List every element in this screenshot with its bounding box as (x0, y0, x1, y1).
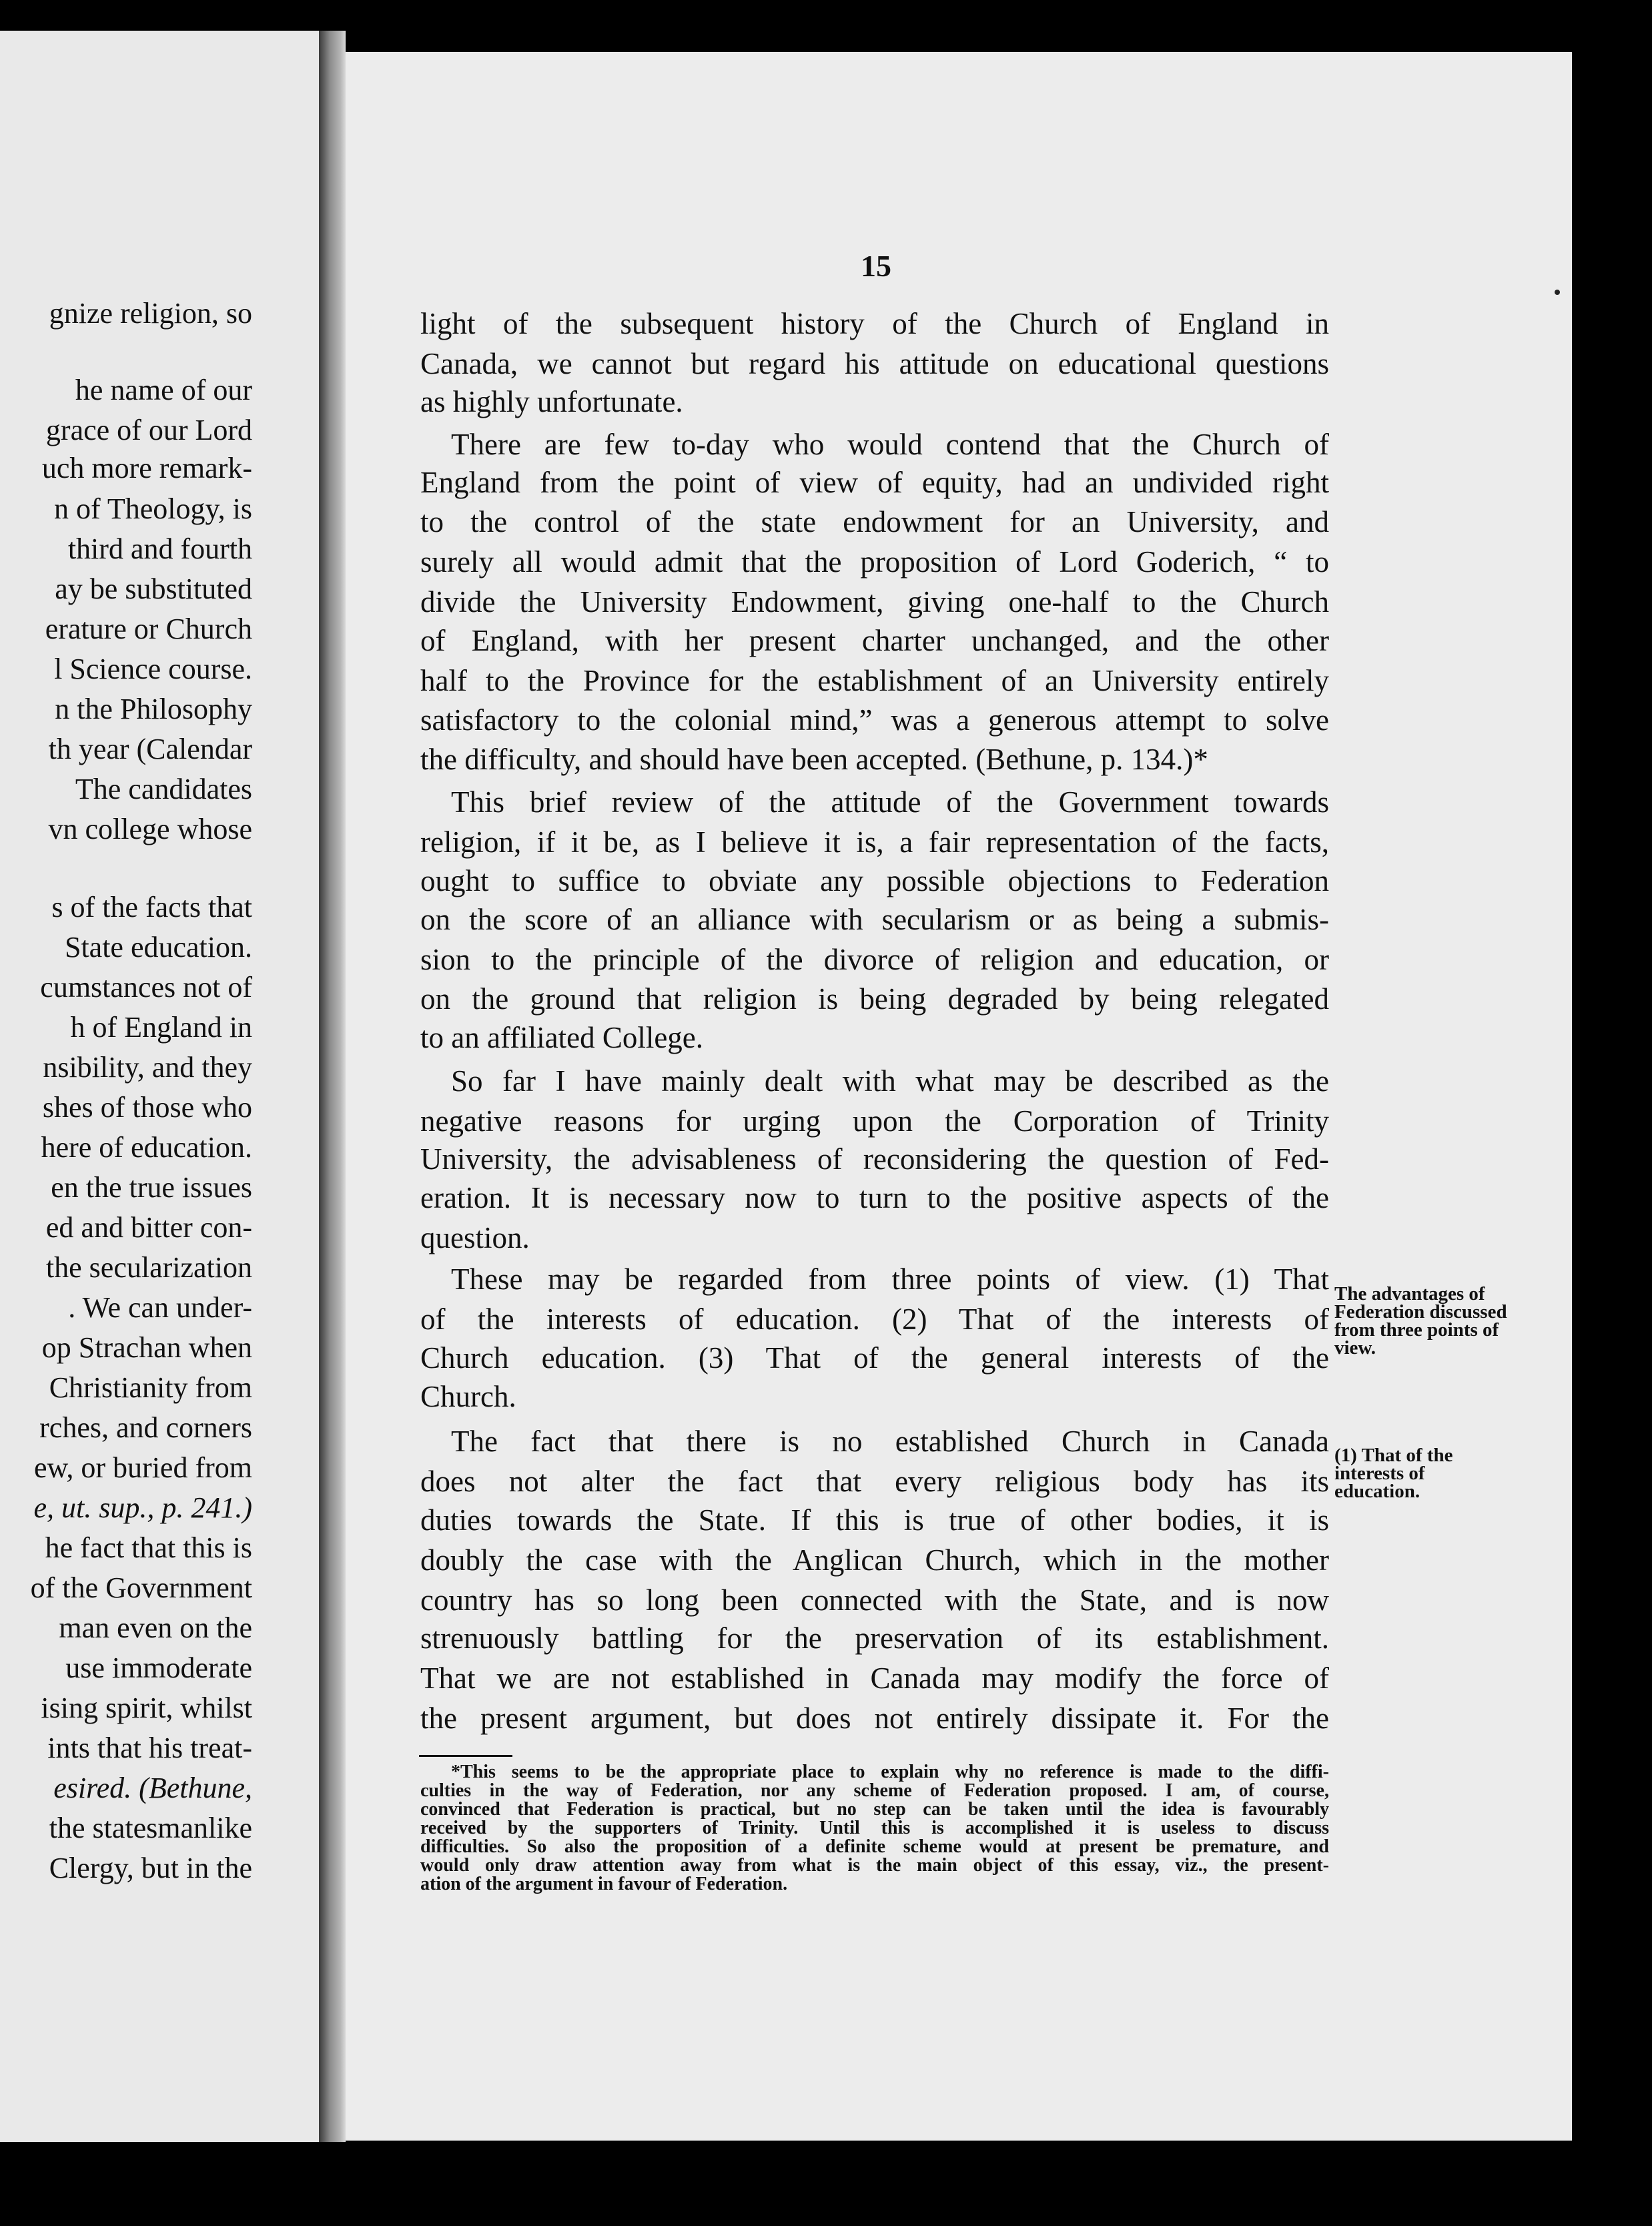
body-line: light of the subsequent history of the Church of England in (420, 307, 1329, 340)
left-page-line: s of the facts that (51, 891, 252, 923)
body-line: does not alter the fact that every religious body has its (420, 1465, 1329, 1498)
body-line: Church education. (3) That of the general interests of the (420, 1341, 1329, 1375)
left-page-line: The candidates (75, 773, 252, 805)
left-page-line: he fact that this is (45, 1531, 252, 1564)
left-page-line: Christianity from (49, 1371, 252, 1404)
left-page-line: vn college whose (48, 813, 252, 845)
footnote-line: ation of the argument in favour of Federation. (420, 1874, 788, 1894)
left-page-line: n the Philosophy (55, 693, 252, 725)
body-line: ought to suffice to obviate any possible objections to Federation (420, 864, 1329, 897)
footnote-line: *This seems to be the appropriate place to explain why no reference is made to the diffi- (451, 1762, 1329, 1782)
body-line: to an affiliated College. (420, 1021, 704, 1054)
body-line: satisfactory to the colonial mind,” was a generous attempt to solve (420, 703, 1329, 737)
footnote-line: convinced that Federation is practical, but no step can be taken until the idea is favourably (420, 1799, 1329, 1820)
left-page-line: the statesmanlike (49, 1812, 252, 1844)
left-page-line: th year (Calendar (48, 733, 252, 765)
left-page-line: ay be substituted (55, 573, 252, 605)
left-page-line: grace of our Lord (45, 414, 252, 446)
left-page-line: of the Government (30, 1571, 252, 1604)
body-line: University, the advisableness of reconsidering the question of Fed- (420, 1142, 1329, 1176)
body-line: So far I have mainly dealt with what may be described as the (451, 1064, 1329, 1098)
left-page-line: he name of our (75, 374, 252, 406)
left-page-line: . We can under- (68, 1291, 252, 1324)
body-line: half to the Province for the establishment of an University entirely (420, 664, 1329, 697)
footnote-line: culties in the way of Federation, nor any scheme of Federation proposed. I am, of course, (420, 1780, 1329, 1801)
body-line: the difficulty, and should have been accepted. (Bethune, p. 134.)* (420, 743, 1208, 776)
body-line: divide the University Endowment, giving one-half to the Church (420, 585, 1329, 619)
left-page-line: shes of those who (42, 1091, 252, 1124)
body-line: These may be regarded from three points of view. (1) That (451, 1262, 1329, 1296)
left-page-line: n of Theology, is (54, 492, 252, 525)
scan-speck (1555, 290, 1560, 295)
left-page-line: ed and bitter con- (45, 1211, 252, 1244)
body-line: negative reasons for urging upon the Corporation of Trinity (420, 1104, 1329, 1138)
left-page-line: ising spirit, whilst (41, 1692, 252, 1724)
body-line: England from the point of view of equity, had an undivided right (420, 466, 1329, 499)
body-line: country has so long been connected with the State, and is now (420, 1583, 1329, 1617)
left-page-line: ints that his treat- (47, 1732, 252, 1764)
footnote-line: difficulties. So also the proposition of a definite scheme would at present be premature, and (420, 1836, 1329, 1857)
body-line: eration. It is necessary now to turn to the positive aspects of the (420, 1181, 1329, 1214)
left-page-line: Clergy, but in the (49, 1852, 252, 1884)
body-line: Canada, we cannot but regard his attitude on educational questions (420, 347, 1329, 380)
footnote-line: would only draw attention away from what is the main object of this essay, viz., the present- (420, 1855, 1329, 1876)
left-page-line: l Science course. (54, 653, 252, 685)
body-line: on the score of an alliance with secularism or as being a submis- (420, 903, 1329, 936)
margin-note-education: (1) That of the interests of education. (1334, 1445, 1453, 1502)
body-line: doubly the case with the Anglican Church, which in the mother (420, 1543, 1329, 1577)
body-line: the present argument, but does not entirely dissipate it. For the (420, 1702, 1329, 1735)
left-page-line: e, ut. sup., p. 241.) (33, 1491, 252, 1524)
body-line: to the control of the state endowment for an University, and (420, 505, 1329, 538)
body-line: on the ground that religion is being degraded by being relegated (420, 982, 1329, 1016)
left-page-line: rches, and corners (39, 1411, 252, 1444)
body-line: surely all would admit that the proposition of Lord Goderich, “ to (420, 545, 1329, 579)
body-line: religion, if it be, as I believe it is, a fair representation of the facts, (420, 825, 1329, 859)
left-page-line: the secularization (45, 1251, 252, 1284)
book-gutter (319, 31, 346, 2142)
body-line: question. (420, 1221, 530, 1254)
left-page-line: erature or Church (45, 613, 252, 645)
body-line: That we are not established in Canada may modify the force of (420, 1661, 1329, 1695)
left-page-line: man even on the (59, 1611, 252, 1644)
margin-note-advantages: The advantages of Federation discussed from three points of view. (1334, 1283, 1507, 1359)
body-line: The fact that there is no established Church in Canada (451, 1425, 1329, 1458)
body-line: of England, with her present charter unchanged, and the other (420, 624, 1329, 657)
body-line: There are few to-day who would contend that the Church of (451, 428, 1329, 461)
footnote-rule (419, 1755, 512, 1757)
left-page-line: op Strachan when (41, 1331, 252, 1364)
body-line: Church. (420, 1380, 516, 1413)
left-page-line: State education. (64, 931, 252, 964)
left-page-line: nsibility, and they (43, 1051, 252, 1084)
body-line: as highly unfortunate. (420, 385, 683, 418)
left-page-line: here of education. (41, 1131, 252, 1164)
left-page-line: esired. (Bethune, (53, 1772, 252, 1804)
body-line: duties towards the State. If this is true of other bodies, it is (420, 1503, 1329, 1537)
left-page-line: use immoderate (65, 1651, 252, 1684)
body-line: This brief review of the attitude of the Government towards (451, 785, 1329, 819)
body-line: of the interests of education. (2) That of the interests of (420, 1303, 1329, 1336)
body-line: strenuously battling for the preservation of its establishment. (420, 1621, 1329, 1655)
page-number: 15 (861, 249, 891, 283)
left-page (0, 31, 319, 2142)
left-page-line: en the true issues (51, 1171, 252, 1204)
left-page-line: third and fourth (67, 532, 252, 565)
left-page-line: gnize religion, so (49, 297, 252, 330)
left-page-line: ew, or buried from (33, 1451, 252, 1484)
left-page-line: h of England in (70, 1011, 252, 1044)
left-page-line: cumstances not of (40, 971, 252, 1004)
left-page-line: uch more remark- (41, 452, 252, 484)
footnote-line: received by the supporters of Trinity. Until this is accomplished it is useless to discuss (420, 1818, 1329, 1838)
body-line: sion to the principle of the divorce of religion and education, or (420, 943, 1329, 976)
